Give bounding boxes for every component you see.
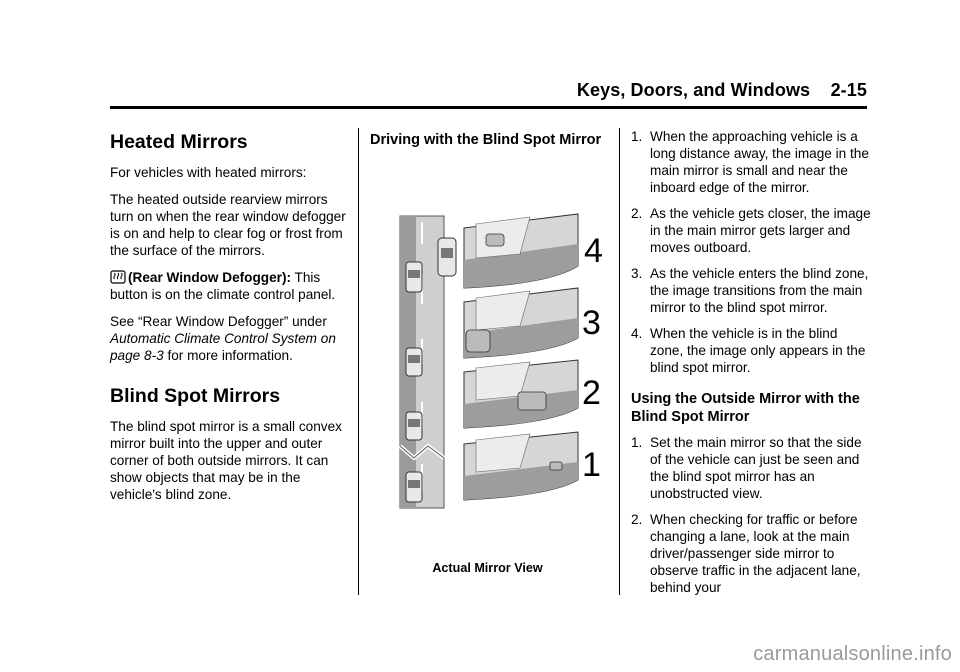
road-car-low [406, 412, 422, 440]
road-car-mid [406, 348, 422, 376]
list-item: 1. When the approaching vehicle is a long distance away, the image in the main mirror is small and near the inboard edge of the mirror. [631, 129, 869, 195]
page-header-title: Keys, Doors, and Windows 2-15 [576, 80, 867, 100]
list-item: 2. As the vehicle gets closer, the image in the main mirror gets larger and moves outboard. [631, 206, 871, 255]
blind-spot-mirrors-description: The blind spot mirror is a small convex mirror built into the upper and outer corner of both outside mirrors. It can show objects that may be in the vehicle's blind zone. [110, 419, 342, 502]
mirror-label-1: 1 [582, 446, 601, 484]
outside-mirror-steps-list [631, 434, 871, 596]
mirror-label-4: 4 [584, 232, 603, 270]
list-item: 2. When checking for traffic or before changing a lane, look at the main driver/passenger side mirror to observe traffic in the adjacent lane, behind your [631, 512, 861, 595]
heated-mirrors-intro: For vehicles with heated mirrors: [110, 165, 307, 180]
mirror-view-illustration [400, 214, 603, 510]
heated-mirrors-description: The heated outside rearview mirrors turn on when the rear window defogger is on and help to clear fog or frost from the surface of the mirrors. [110, 192, 346, 258]
header-rule [110, 106, 867, 109]
column-3 [631, 128, 871, 605]
mirror-label-2: 2 [582, 374, 601, 412]
driving-blind-spot-heading: Driving with the Blind Spot Mirror [370, 132, 602, 148]
see-reference-post: for more information. [163, 348, 293, 363]
blind-spot-steps-list [631, 128, 871, 376]
blind-spot-mirrors-heading: Blind Spot Mirrors [110, 385, 281, 407]
figure-caption: Actual Mirror View [432, 561, 543, 575]
column-1 [110, 128, 350, 513]
column-divider-left [358, 128, 359, 595]
watermark: carmanualsonline.info [753, 643, 952, 665]
road-car-top [438, 238, 456, 276]
road-car-bottom [406, 472, 422, 502]
defogger-text: This button is on the climate control panel. [110, 270, 336, 302]
mirror-label-3: 3 [582, 304, 601, 342]
column-2 [370, 128, 605, 157]
list-item: 4. When the vehicle is in the blind zone, the image only appears in the blind spot mirror. [631, 326, 866, 375]
road-car-side [406, 262, 422, 292]
mirror-view-4 [464, 214, 578, 288]
mirror-view-3 [464, 288, 578, 358]
list-item: 1. Set the main mirror so that the side of the vehicle can just be seen and the blind spot mirror has an unobstructed view. [631, 435, 862, 501]
outside-mirror-heading: Using the Outside Mirror with the Blind Spot Mirror [631, 391, 860, 425]
climate-control-link[interactable]: Automatic Climate Control System on page 8-3 [110, 331, 336, 363]
column-divider-right [619, 128, 620, 595]
see-reference-paragraph [110, 313, 350, 364]
heated-mirrors-heading: Heated Mirrors [110, 131, 248, 153]
list-item: 3. As the vehicle enters the blind zone, the image transitions from the main mirror to the blind spot mirror. [631, 266, 869, 315]
see-reference-pre: See “Rear Window Defogger” under [110, 314, 327, 329]
page-header [110, 80, 867, 108]
mirror-view-1 [464, 432, 578, 500]
rear-defogger-icon [110, 270, 126, 284]
defogger-paragraph [110, 269, 350, 303]
mirror-view-2 [464, 360, 578, 428]
defogger-label: (Rear Window Defogger): [128, 270, 291, 285]
